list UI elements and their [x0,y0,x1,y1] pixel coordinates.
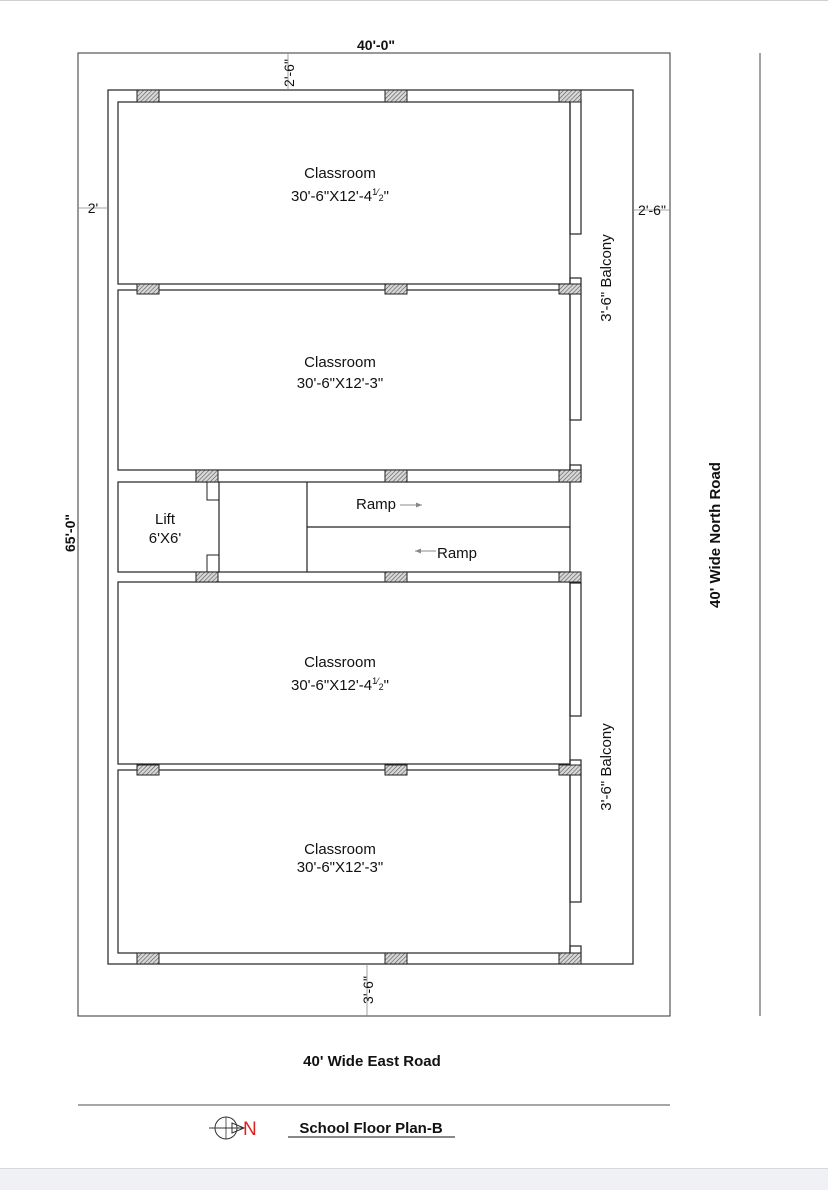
classroom-4-size: 30'-6"X12'-3" [296,859,384,876]
north-road-label: 40' Wide North Road [707,462,724,608]
ramp-up-label: Ramp [355,496,397,513]
lift-ramp-zone [118,482,570,572]
lift-name: Lift [154,511,176,528]
setback-top [281,53,297,90]
north-arrow-icon [209,1117,257,1140]
classroom-2-name: Classroom [304,354,376,371]
lift-size: 6'X6' [148,530,182,547]
east-road-label: 40' Wide East Road [303,1053,441,1070]
balcony-railings [570,100,581,960]
drawing-title: School Floor Plan-B [299,1120,443,1137]
balcony-2-label: 3'-6" Balcony [598,723,615,811]
ramp-up [356,496,422,513]
classroom-4-name: Classroom [304,841,376,858]
setback-left [78,200,108,216]
classroom-3 [118,582,570,764]
classroom-1-size: $30'-6"X12'-4^1⁄_2$" [291,187,389,205]
balcony-1-label: 3'-6" Balcony [598,234,615,322]
setback-right-label: 2'-6" [638,202,666,218]
setback-bottom [360,964,376,1016]
plot-depth-label: 65'-0" [62,514,78,552]
classroom-3-size: $30'-6"X12'-4^1⁄_2$" [291,676,389,694]
setback-bottom-label: 3'-6" [360,976,376,1004]
viewer-bottom-bar [0,1168,828,1190]
classroom-2-size: 30'-6"X12'-3" [296,375,384,392]
classroom-3-name: Classroom [304,654,376,671]
ramp-down-label: Ramp [436,545,478,562]
classroom-1-name: Classroom [304,165,376,182]
ramp-down [415,545,477,562]
setback-right [633,202,670,218]
setback-top-label: 2'-6" [281,59,297,87]
plot-width-label: 40'-0" [357,37,395,53]
compass-letter: N [243,1119,257,1140]
setback-left-label: 2' [87,200,99,216]
